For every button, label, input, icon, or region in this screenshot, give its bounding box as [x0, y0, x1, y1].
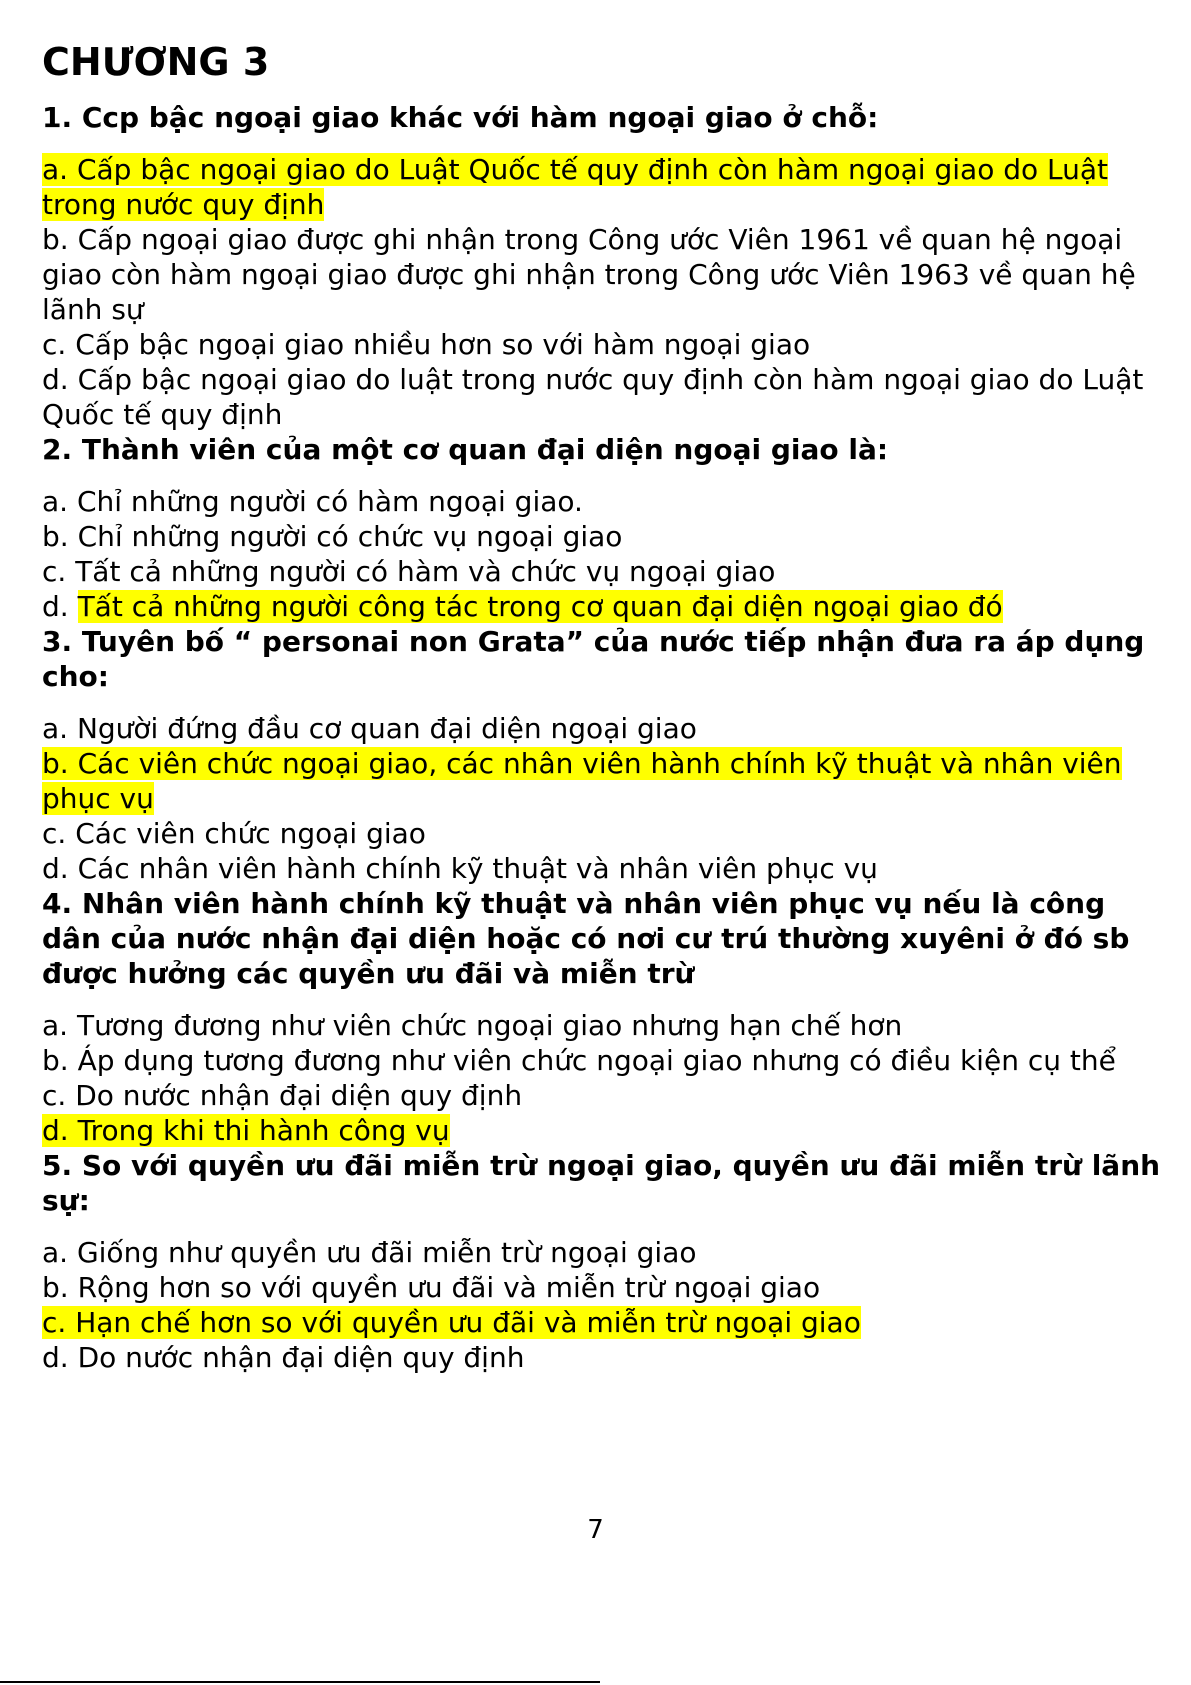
option-2d — [42, 589, 1162, 624]
option-4b: b. Áp dụng tương đương như viên chức ngoại giao nhưng có điều kiện cụ thể — [42, 1044, 1116, 1077]
document-page — [42, 36, 1162, 1375]
option-2a: a. Chỉ những người có hàm ngoại giao. — [42, 485, 583, 518]
question-block-3 — [42, 624, 1162, 886]
highlighted-answer: Tất cả những người công tác trong cơ quan đại diện ngoại giao đó — [77, 590, 1003, 623]
question-5: 5. So với quyền ưu đãi miễn trừ ngoại giao, quyền ưu đãi miễn trừ lãnh sự: — [42, 1149, 1161, 1217]
option-3a: a. Người đứng đầu cơ quan đại diện ngoại giao — [42, 712, 697, 745]
page-number: 7 — [587, 1515, 604, 1545]
option-3b — [42, 746, 1162, 816]
option-5d: d. Do nước nhận đại diện quy định — [42, 1341, 525, 1374]
question-block-4 — [42, 886, 1162, 1148]
highlighted-answer: d. Trong khi thi hành công vụ — [42, 1114, 450, 1147]
highlighted-answer: a. Cấp bậc ngoại giao do Luật Quốc tế quy định còn hàm ngoại giao do Luật trong nước quy định — [42, 153, 1109, 221]
question-block-5 — [42, 1148, 1162, 1375]
highlighted-answer: b. Các viên chức ngoại giao, các nhân viên hành chính kỹ thuật và nhân viên phục vụ — [42, 747, 1122, 815]
chapter-title: CHƯƠNG 3 — [42, 40, 270, 84]
option-3d: d. Các nhân viên hành chính kỹ thuật và nhân viên phục vụ — [42, 852, 878, 885]
option-5a: a. Giống như quyền ưu đãi miễn trừ ngoại giao — [42, 1236, 697, 1269]
question-3: 3. Tuyên bố “ personai non Grata” của nước tiếp nhận đưa ra áp dụng cho: — [42, 625, 1145, 693]
option-4c: c. Do nước nhận đại diện quy định — [42, 1079, 523, 1112]
option-3c: c. Các viên chức ngoại giao — [42, 817, 426, 850]
question-2: 2. Thành viên của một cơ quan đại diện ngoại giao là: — [42, 433, 889, 466]
option-4a: a. Tương đương như viên chức ngoại giao nhưng hạn chế hơn — [42, 1009, 903, 1042]
option-1d: d. Cấp bậc ngoại giao do luật trong nước quy định còn hàm ngoại giao do Luật Quốc tế quy định — [42, 363, 1144, 431]
question-1: 1. Ccp bậc ngoại giao khác với hàm ngoại giao ở chỗ: — [42, 101, 879, 134]
option-2c: c. Tất cả những người có hàm và chức vụ ngoại giao — [42, 555, 776, 588]
question-block-1 — [42, 100, 1162, 432]
option-2b: b. Chỉ những người có chức vụ ngoại giao — [42, 520, 623, 553]
option-4d — [42, 1113, 1162, 1148]
question-4: 4. Nhân viên hành chính kỹ thuật và nhân viên phục vụ nếu là công dân của nước nhận đại diện hoặc có nơi cư trú thường xuyêni ở đó sb được hưởng các quyền ưu đãi và miễn trừ — [42, 887, 1130, 990]
option-5b: b. Rộng hơn so với quyền ưu đãi và miễn trừ ngoại giao — [42, 1271, 821, 1304]
question-block-2 — [42, 432, 1162, 624]
option-5c — [42, 1305, 1162, 1340]
option-prefix: d. — [42, 590, 78, 623]
footer-rule — [0, 1681, 600, 1683]
option-1a — [42, 152, 1162, 222]
option-1b: b. Cấp ngoại giao được ghi nhận trong Công ước Viên 1961 về quan hệ ngoại giao còn hàm ngoại giao được ghi nhận trong Công ước Viên 1963 về quan hệ lãnh sự — [42, 223, 1136, 326]
option-1c: c. Cấp bậc ngoại giao nhiều hơn so với hàm ngoại giao — [42, 328, 811, 361]
highlighted-answer: c. Hạn chế hơn so với quyền ưu đãi và miễn trừ ngoại giao — [42, 1306, 861, 1339]
